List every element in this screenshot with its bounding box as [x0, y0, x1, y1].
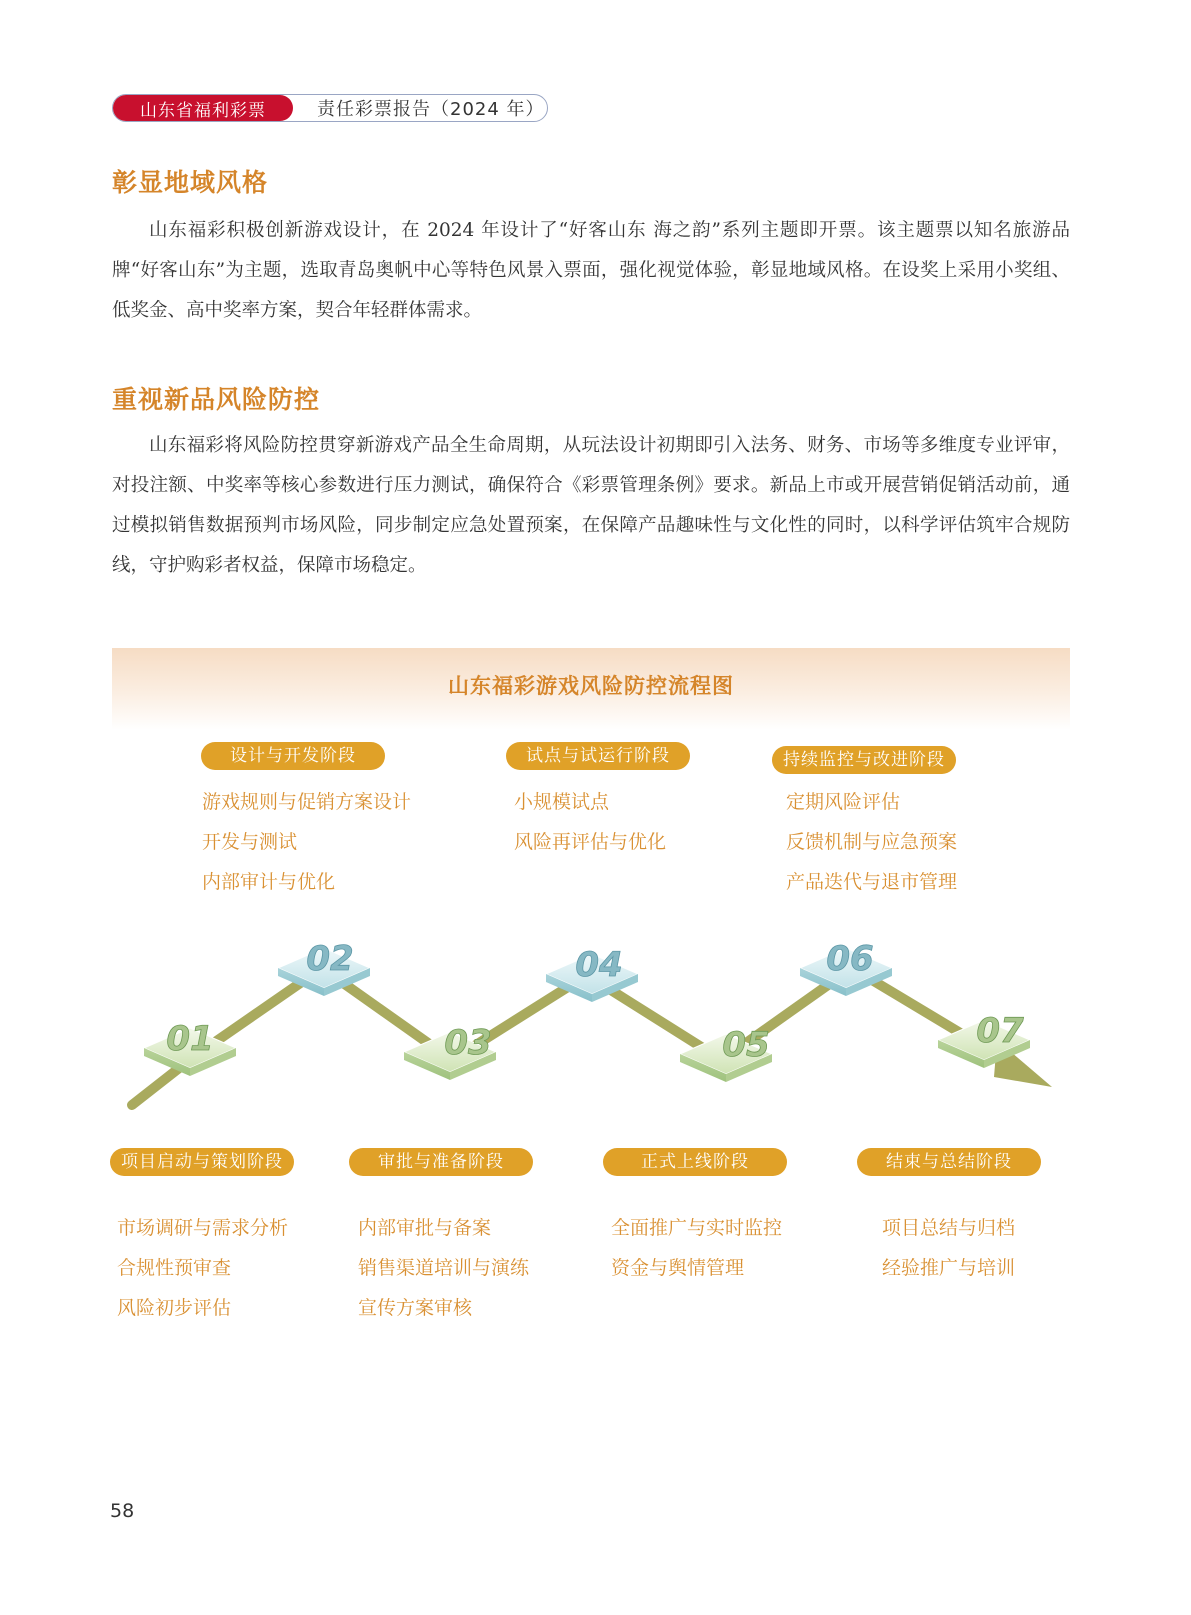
page-number: 58	[110, 1500, 135, 1522]
stage-item: 内部审批与备案	[358, 1217, 492, 1239]
stage-item: 全面推广与实时监控	[611, 1217, 783, 1239]
flowchart-banner	[112, 648, 1070, 730]
stage-item: 市场调研与需求分析	[117, 1217, 289, 1239]
step-number-04: 04	[575, 945, 623, 985]
stage-list-kickoff	[117, 1208, 288, 1328]
step-tile-01	[144, 1019, 236, 1076]
stage-item: 开发与测试	[202, 831, 298, 853]
org-label: 山东省福利彩票	[113, 95, 293, 121]
stage-item: 项目总结与归档	[882, 1217, 1016, 1239]
stage-pill-design: 设计与开发阶段	[201, 742, 385, 770]
stage-item: 风险再评估与优化	[514, 831, 667, 853]
stage-item: 反馈机制与应急预案	[786, 831, 958, 853]
stage-item: 小规模试点	[514, 791, 610, 813]
stage-item: 游戏规则与促销方案设计	[202, 791, 412, 813]
stage-item: 经验推广与培训	[882, 1257, 1016, 1279]
stage-list-closing	[882, 1208, 1015, 1288]
step-number-03: 03	[444, 1023, 492, 1063]
stage-list-pilot	[514, 782, 666, 862]
stage-item: 宣传方案审核	[358, 1297, 473, 1319]
stage-item: 定期风险评估	[786, 791, 901, 813]
stage-list-launch	[611, 1208, 782, 1288]
report-title: 责任彩票报告（2024 年）	[317, 99, 545, 120]
stage-item: 合规性预审查	[117, 1257, 232, 1279]
stage-item: 内部审计与优化	[202, 871, 336, 893]
stage-list-monitoring	[786, 782, 957, 902]
stage-list-approval	[358, 1208, 529, 1328]
section-title-risk-control: 重视新品风险防控	[112, 385, 321, 414]
step-number-06: 06	[826, 940, 874, 979]
stage-item: 风险初步评估	[117, 1297, 232, 1319]
step-number-07: 07	[976, 1011, 1024, 1051]
flowchart-title: 山东福彩游戏风险防控流程图	[448, 674, 734, 698]
section-title-regional-style: 彰显地域风格	[112, 168, 269, 197]
stage-pill-monitoring: 持续监控与改进阶段	[772, 746, 956, 774]
step-number-02: 02	[306, 940, 354, 979]
stage-item: 产品迭代与退市管理	[786, 871, 958, 893]
flow-zigzag-graphic	[112, 940, 1072, 1120]
step-tile-05	[680, 1025, 772, 1082]
stage-pill-launch: 正式上线阶段	[603, 1148, 787, 1176]
stage-pill-pilot: 试点与试运行阶段	[506, 742, 690, 770]
stage-item: 销售渠道培训与演练	[358, 1257, 530, 1279]
stage-pill-closing: 结束与总结阶段	[857, 1148, 1041, 1176]
stage-item: 资金与舆情管理	[611, 1257, 745, 1279]
stage-pill-approval: 审批与准备阶段	[349, 1148, 533, 1176]
report-header	[112, 94, 548, 122]
section-paragraph-risk-control: 山东福彩将风险防控贯穿新游戏产品全生命周期，从玩法设计初期即引入法务、财务、市场等多维度专业评审，对投注额、中奖率等核心参数进行压力测试，确保符合《彩票管理条例》要求。新品上市或开展营销促销活动前，通过模拟销售数据预判市场风险，同步制定应急处置预案，在保障产品趣味性与文化性的同时，以科学评估筑牢合规防线，守护购彩者权益，保障市场稳定。	[112, 435, 1070, 576]
step-number-05: 05	[722, 1025, 770, 1065]
step-number-01: 01	[166, 1019, 214, 1059]
stage-list-design	[202, 782, 411, 902]
stage-pill-kickoff: 项目启动与策划阶段	[110, 1148, 294, 1176]
section-paragraph-regional-style: 山东福彩积极创新游戏设计，在 2024 年设计了“好客山东 海之韵”系列主题即开票。该主题票以知名旅游品牌“好客山东”为主题，选取青岛奥帆中心等特色风景入票面，强化视觉体验，彰显地域风格。在设奖上采用小奖组、低奖金、高中奖率方案，契合年轻群体需求。	[112, 220, 1070, 321]
